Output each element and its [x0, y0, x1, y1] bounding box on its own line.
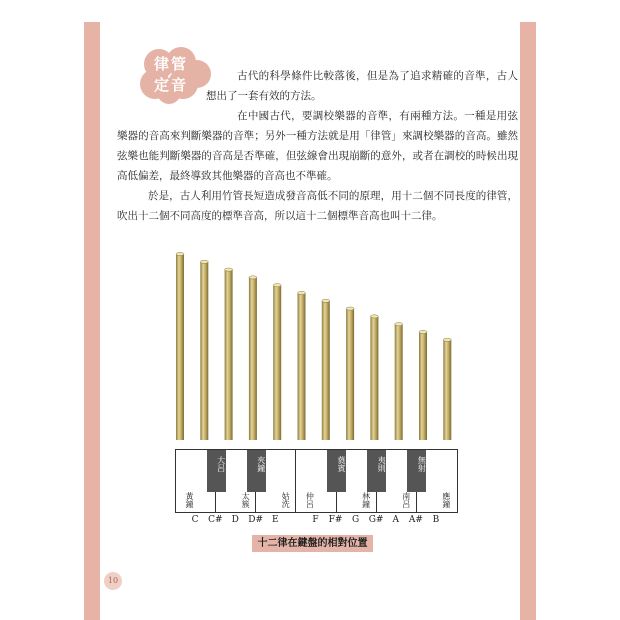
pitch-pipe-top: [395, 323, 403, 326]
figure-caption: 十二律在鍵盤的相對位置: [252, 535, 373, 552]
pitch-pipe: [395, 324, 403, 440]
pitch-pipe: [200, 262, 208, 440]
piano-keyboard: [175, 449, 458, 513]
white-key-label: 林鐘: [361, 492, 371, 508]
pitch-pipe-top: [225, 268, 233, 271]
pitch-pipes-illustration: [160, 248, 460, 448]
pitch-pipe-top: [298, 291, 306, 294]
section-title-line1: 律管: [153, 55, 188, 73]
note-name: C: [191, 515, 199, 525]
note-name: F: [312, 515, 319, 525]
pitch-pipe: [419, 332, 427, 440]
note-name: G: [352, 515, 360, 525]
black-key: [327, 450, 346, 492]
pitch-pipe: [298, 293, 306, 440]
black-key: [407, 450, 426, 492]
black-key: [367, 450, 386, 492]
pitch-pipe-top: [273, 284, 281, 287]
black-key-label: 蕤賓: [337, 456, 347, 472]
note-name: G#: [368, 515, 384, 525]
note-names-row: [175, 515, 458, 529]
black-key-label: 夾鐘: [256, 456, 266, 472]
paragraph-2: 在中國古代，要調校樂器的音準，有兩種方法。一種是用弦樂器的音高來判斷樂器的音準；另外一種方法就是用「律管」來調校樂器的音高。雖然弦樂也能判斷樂器的音高是否準確，但弦線會出現崩斷的意外，或者在調校的時候出現高低偏差，最終導致其他樂器的音高也不準確。: [117, 110, 518, 182]
section-title-line2: 定音: [153, 76, 188, 94]
note-name: B: [432, 515, 440, 525]
section-title: [137, 54, 205, 96]
note-name: D#: [248, 515, 264, 525]
pitch-pipe-top: [322, 299, 330, 302]
pitch-pipe-top: [176, 252, 184, 255]
white-key-label: 南呂: [401, 492, 411, 508]
note-name: A: [392, 515, 400, 525]
black-key-label: 夷則: [377, 456, 387, 472]
pitch-pipe: [176, 254, 184, 440]
pitch-pipe-top: [346, 307, 354, 310]
white-key-label: 姑洗: [281, 492, 291, 508]
pitch-pipe: [273, 285, 281, 440]
note-name: D: [231, 515, 239, 525]
black-key: [247, 450, 266, 492]
pitch-pipe: [370, 316, 378, 440]
pitch-pipe-top: [249, 276, 257, 279]
pitch-pipe-top: [443, 338, 451, 341]
section-badge: [137, 46, 217, 106]
pitch-pipe-top: [419, 330, 427, 333]
white-key-label: 應鐘: [441, 492, 451, 508]
note-name: A#: [408, 515, 423, 525]
black-key: [207, 450, 226, 492]
black-key-label: 無射: [417, 456, 427, 472]
pitch-pipe: [346, 309, 354, 440]
pitch-pipe-top: [370, 315, 378, 318]
paragraph-1: 古代的科學條件比較落後，但是為了追求精確的音準，古人想出了一套有效的方法。: [206, 70, 518, 102]
white-key-label: 黃鐘: [185, 492, 194, 508]
pitch-pipe: [249, 277, 257, 440]
pitch-pipe-top: [200, 260, 208, 263]
pitch-pipe: [443, 340, 451, 440]
paragraph-3: 於是，古人利用竹管長短造成發音高低不同的原理，用十二個不同長度的律管，吹出十二個不同高度的標準音高，所以這十二個標準音高也叫十二律。: [117, 190, 518, 222]
note-name: C#: [208, 515, 223, 525]
page-number: 10: [104, 572, 122, 590]
white-key-label: 仲呂: [305, 492, 315, 508]
black-key-label: 大呂: [216, 456, 226, 472]
note-name: E: [272, 515, 279, 525]
pitch-pipe: [225, 270, 233, 440]
pitch-pipe: [322, 301, 330, 440]
note-name: F#: [328, 515, 343, 525]
white-key-label: 太簇: [241, 492, 251, 508]
